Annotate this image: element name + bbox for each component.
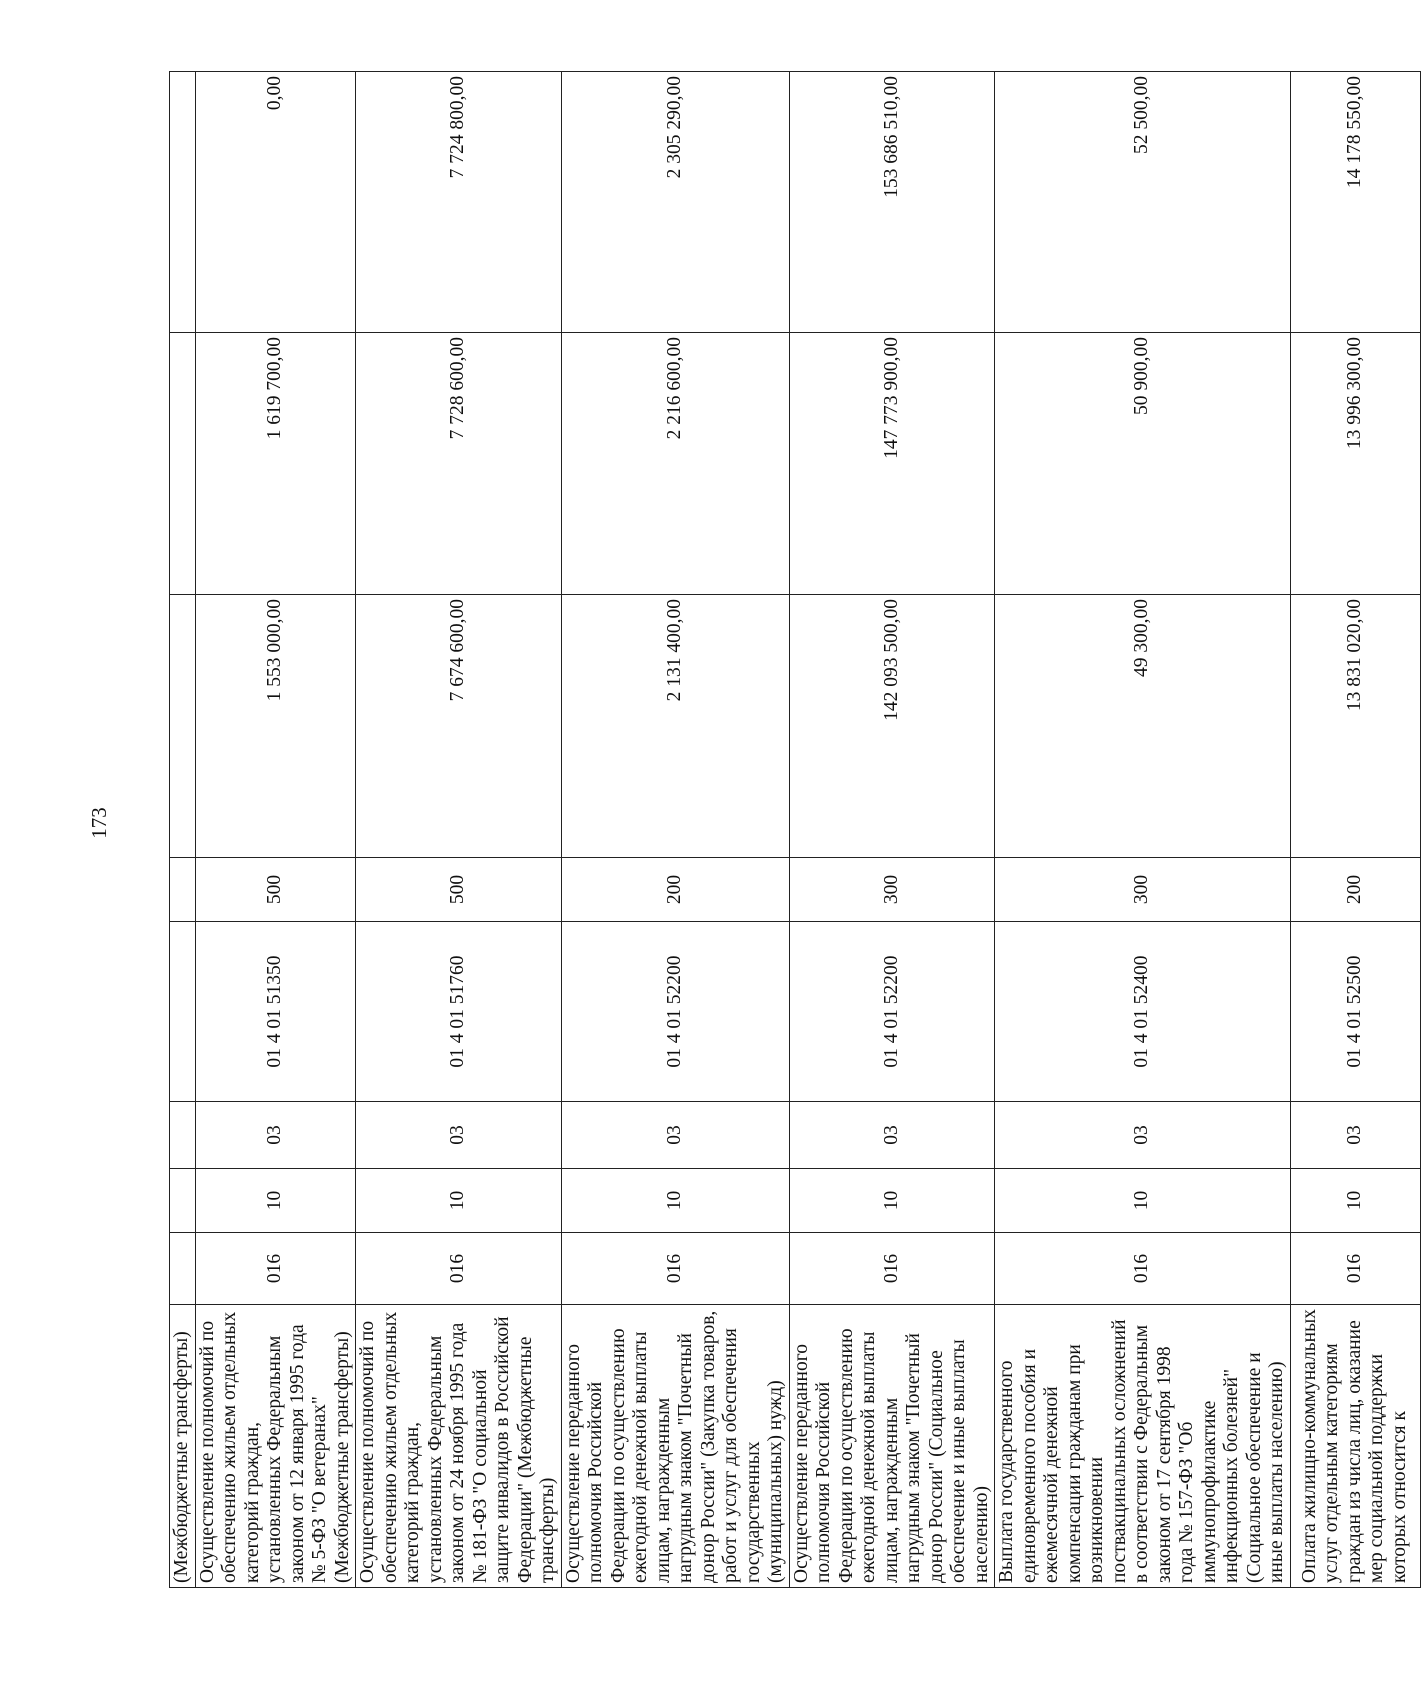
subsection-code: 03 bbox=[789, 1102, 995, 1169]
expense-type: 500 bbox=[195, 858, 356, 922]
page-number: 173 bbox=[87, 807, 111, 839]
ministry-code: 016 bbox=[789, 1233, 995, 1305]
amount-year-2: 13 996 300,00 bbox=[1290, 333, 1420, 595]
section-code: 10 bbox=[789, 1169, 995, 1233]
row-name: Осуществление переданного полномочия Российской Федерации по осуществлению ежегодной денежной выплаты лицам, награжденным нагрудным знаком "Почетный донор России" (Закупка товаров, работ и услуг для обеспечения государственных (муниципальных) нужд) bbox=[561, 1305, 789, 1588]
budget-table bbox=[169, 71, 1421, 1588]
target-article: 01 4 01 51350 bbox=[195, 922, 356, 1102]
section-code: 10 bbox=[356, 1169, 562, 1233]
section-code: 10 bbox=[1290, 1169, 1420, 1233]
amount-year-2: 147 773 900,00 bbox=[789, 333, 995, 595]
amount-year-3: 14 178 550,00 bbox=[1290, 72, 1420, 333]
amount-year-3: 0,00 bbox=[195, 72, 356, 333]
amount-year-2: 7 728 600,00 bbox=[356, 333, 562, 595]
expense-type: 500 bbox=[356, 858, 562, 922]
row-name: Осуществление переданного полномочия Российской Федерации по осуществлению ежегодной денежной выплаты лицам, награжденным нагрудным знаком "Почетный донор России" (Социальное обеспечение и иные выплаты населению) bbox=[789, 1305, 995, 1588]
target-article: 01 4 01 51760 bbox=[356, 922, 562, 1102]
table-row bbox=[195, 72, 356, 1588]
amount-year-3: 7 724 800,00 bbox=[356, 72, 562, 333]
table-row-continuation bbox=[170, 72, 196, 1588]
ministry-code: 016 bbox=[195, 1233, 356, 1305]
empty-cell bbox=[170, 72, 196, 333]
section-code: 10 bbox=[995, 1169, 1291, 1233]
empty-cell bbox=[170, 595, 196, 858]
ministry-code: 016 bbox=[561, 1233, 789, 1305]
empty-cell bbox=[170, 1102, 196, 1169]
expense-type: 200 bbox=[561, 858, 789, 922]
table-row bbox=[356, 72, 562, 1588]
subsection-code: 03 bbox=[1290, 1102, 1420, 1169]
empty-cell bbox=[170, 1233, 196, 1305]
empty-cell bbox=[170, 333, 196, 595]
target-article: 01 4 01 52500 bbox=[1290, 922, 1420, 1102]
target-article: 01 4 01 52200 bbox=[789, 922, 995, 1102]
amount-year-2: 50 900,00 bbox=[995, 333, 1291, 595]
row-name: (Межбюджетные трансферты) bbox=[170, 1305, 196, 1588]
empty-cell bbox=[170, 1169, 196, 1233]
subsection-code: 03 bbox=[995, 1102, 1291, 1169]
amount-year-2: 1 619 700,00 bbox=[195, 333, 356, 595]
amount-year-1: 2 131 400,00 bbox=[561, 595, 789, 858]
expense-type: 200 bbox=[1290, 858, 1420, 922]
table-row bbox=[995, 72, 1291, 1588]
amount-year-1: 13 831 020,00 bbox=[1290, 595, 1420, 858]
amount-year-3: 153 686 510,00 bbox=[789, 72, 995, 333]
section-code: 10 bbox=[195, 1169, 356, 1233]
row-name: Осуществление полномочий по обеспечению жильем отдельных категорий граждан, установленных Федеральным законом от 12 января 1995 года № 5-ФЗ "О ветеранах" (Межбюджетные трансферты) bbox=[195, 1305, 356, 1588]
subsection-code: 03 bbox=[195, 1102, 356, 1169]
amount-year-1: 7 674 600,00 bbox=[356, 595, 562, 858]
empty-cell bbox=[170, 922, 196, 1102]
table-row bbox=[1290, 72, 1420, 1588]
table-row bbox=[789, 72, 995, 1588]
amount-year-1: 1 553 000,00 bbox=[195, 595, 356, 858]
section-code: 10 bbox=[561, 1169, 789, 1233]
row-name: Оплата жилищно-коммунальных услуг отдельным категориям граждан из числа лиц, оказание мер социальной поддержки которых относится к bbox=[1290, 1305, 1420, 1588]
subsection-code: 03 bbox=[356, 1102, 562, 1169]
rotated-table-frame bbox=[169, 72, 1410, 1588]
ministry-code: 016 bbox=[1290, 1233, 1420, 1305]
table-row bbox=[561, 72, 789, 1588]
expense-type: 300 bbox=[995, 858, 1291, 922]
subsection-code: 03 bbox=[561, 1102, 789, 1169]
row-name: Осуществление полномочий по обеспечению жильем отдельных категорий граждан, установленных Федеральным законом от 24 ноября 1995 года № 181-ФЗ "О социальной защите инвалидов в Российской Федерации" (Межбюджетные трансферты) bbox=[356, 1305, 562, 1588]
row-name: Выплата государственного единовременного пособия и ежемесячной денежной компенсации гражданам при возникновении поствакцинальных осложнений в соответствии с Федеральным законом от 17 сентября 1998 года № 157-ФЗ "Об иммунопрофилактике инфекционных болезней" (Социальное обеспечение и иные выплаты населению) bbox=[995, 1305, 1291, 1588]
target-article: 01 4 01 52200 bbox=[561, 922, 789, 1102]
amount-year-1: 49 300,00 bbox=[995, 595, 1291, 858]
target-article: 01 4 01 52400 bbox=[995, 922, 1291, 1102]
ministry-code: 016 bbox=[356, 1233, 562, 1305]
amount-year-2: 2 216 600,00 bbox=[561, 333, 789, 595]
ministry-code: 016 bbox=[995, 1233, 1291, 1305]
expense-type: 300 bbox=[789, 858, 995, 922]
amount-year-3: 52 500,00 bbox=[995, 72, 1291, 333]
amount-year-1: 142 093 500,00 bbox=[789, 595, 995, 858]
amount-year-3: 2 305 290,00 bbox=[561, 72, 789, 333]
empty-cell bbox=[170, 858, 196, 922]
